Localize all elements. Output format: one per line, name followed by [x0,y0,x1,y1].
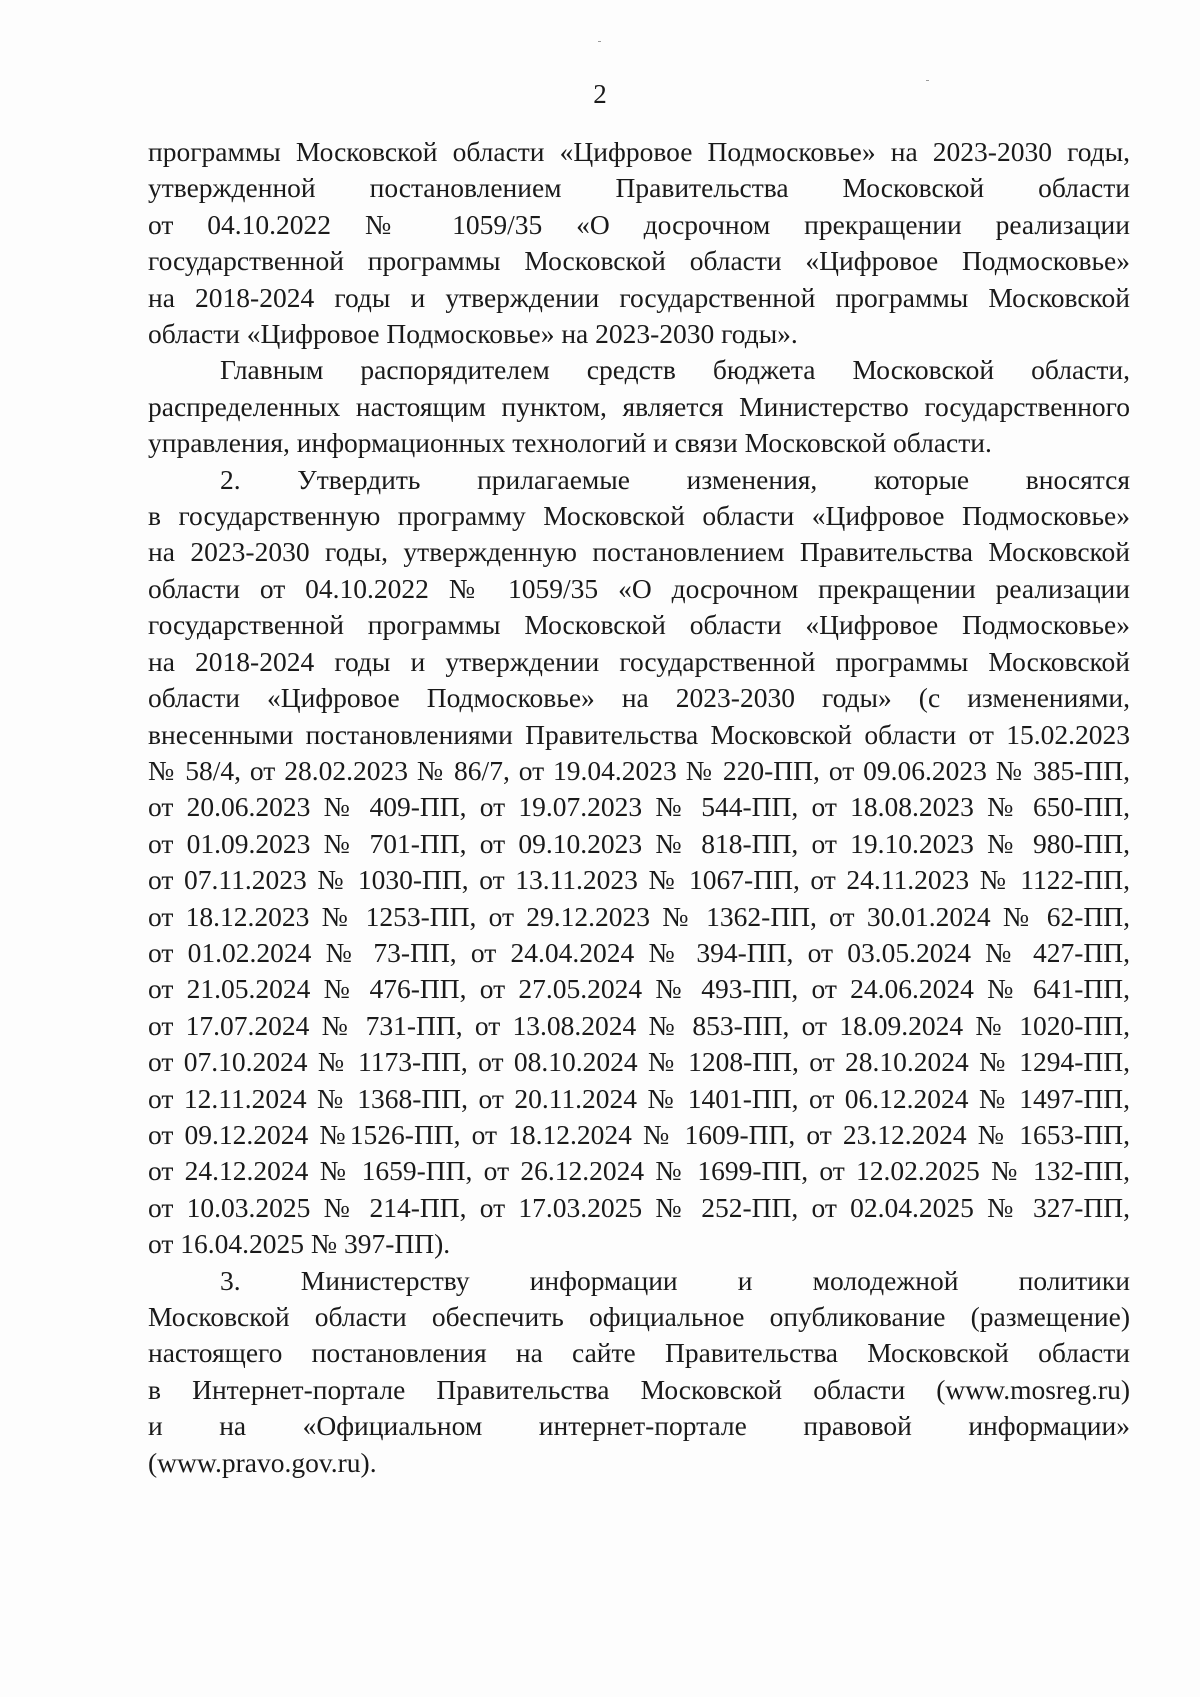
text-line: от 04.10.2022 № 1059/35 «О досрочном прекращении реализации [148,208,1130,240]
scan-speck [598,41,601,42]
paragraph-2 [148,352,1130,461]
paragraph-item-2 [148,462,1130,1263]
text-line: в государственную программу Московской области «Цифровое Подмосковье» [148,500,1130,532]
text-line: Главным распорядителем средств бюджета Московской области, [220,354,1130,386]
text-line: программы Московской области «Цифровое Подмосковье» на 2023-2030 годы, [148,136,1130,167]
text-line: 2. Утвердить прилагаемые изменения, которые вносятся [220,463,1130,495]
text-line: от 20.06.2023 № 409-ПП, от 19.07.2023 № 544-ПП, от 18.08.2023 № 650-ПП, [148,791,1130,823]
text-line: настоящего постановления на сайте Правительства Московской области [148,1337,1130,1369]
text-line: № 58/4, от 28.02.2023 № 86/7, от 19.04.2023 № 220-ПП, от 09.06.2023 № 385-ПП, [148,754,1130,786]
text-line: государственной программы Московской области «Цифровое Подмосковье» [148,245,1130,277]
text-line: на 2018-2024 годы и утверждении государственной программы Московской [148,281,1130,313]
paragraph-item-3 [148,1263,1130,1481]
text-line: на 2018-2024 годы и утверждении государственной программы Московской [148,645,1130,677]
text-line: от 10.03.2025 № 214-ПП, от 17.03.2025 № 252-ПП, от 02.04.2025 № 327-ПП, [148,1191,1130,1223]
page-number: 2 [593,79,607,109]
text-line: на 2023-2030 годы, утвержденную постановлением Правительства Московской [148,536,1130,568]
text-line: государственной программы Московской области «Цифровое Подмосковье» [148,609,1130,641]
text-line: от 01.02.2024 № 73-ПП, от 24.04.2024 № 394-ПП, от 03.05.2024 № 427-ПП, [148,936,1130,968]
text-line: (www.pravo.gov.ru). [148,1446,377,1478]
text-line: управления, информационных технологий и связи Московской области. [148,427,992,459]
text-line: от 12.11.2024 № 1368-ПП, от 20.11.2024 № 1401-ПП, от 06.12.2024 № 1497-ПП, [148,1082,1130,1114]
text-line: от 09.12.2024 №1526-ПП, от 18.12.2024 № 1609-ПП, от 23.12.2024 № 1653-ПП, [148,1118,1130,1150]
text-line: от 07.11.2023 № 1030-ПП, от 13.11.2023 № 1067-ПП, от 24.11.2023 № 1122-ПП, [148,864,1130,896]
text-line: 3. Министерству информации и молодежной политики [220,1264,1130,1296]
document-body [148,134,1130,1481]
text-line: внесенными постановлениями Правительства Московской области от 15.02.2023 [148,718,1130,750]
text-line: от 07.10.2024 № 1173-ПП, от 08.10.2024 № 1208-ПП, от 28.10.2024 № 1294-ПП, [148,1046,1130,1078]
text-line: от 18.12.2023 № 1253-ПП, от 29.12.2023 № 1362-ПП, от 30.01.2024 № 62-ПП, [148,900,1130,932]
text-line: от 16.04.2025 № 397-ПП). [148,1228,451,1260]
text-line: области от 04.10.2022 № 1059/35 «О досрочном прекращении реализации [148,572,1130,604]
text-line: Московской области обеспечить официальное опубликование (размещение) [148,1301,1130,1332]
text-line: области «Цифровое Подмосковье» на 2023-2030 годы» (с изменениями, [148,682,1130,714]
text-line: и на «Официальном интернет-портале правовой информации» [148,1410,1130,1442]
text-line: утвержденной постановлением Правительства Московской области [148,172,1130,204]
text-line: от 21.05.2024 № 476-ПП, от 27.05.2024 № 493-ПП, от 24.06.2024 № 641-ПП, [148,973,1130,1005]
text-line: в Интернет-портале Правительства Московской области (www.mosreg.ru) [148,1373,1130,1405]
text-line: от 17.07.2024 № 731-ПП, от 13.08.2024 № 853-ПП, от 18.09.2024 № 1020-ПП, [148,1009,1130,1041]
text-line: области «Цифровое Подмосковье» на 2023-2030 годы». [148,318,798,350]
text-line: от 24.12.2024 № 1659-ПП, от 26.12.2024 № 1699-ПП, от 12.02.2025 № 132-ПП, [148,1155,1130,1187]
text-line: распределенных настоящим пунктом, является Министерство государственного [148,390,1130,422]
paragraph-1 [148,134,1130,352]
text-line: от 01.09.2023 № 701-ПП, от 09.10.2023 № 818-ПП, от 19.10.2023 № 980-ПП, [148,827,1130,859]
